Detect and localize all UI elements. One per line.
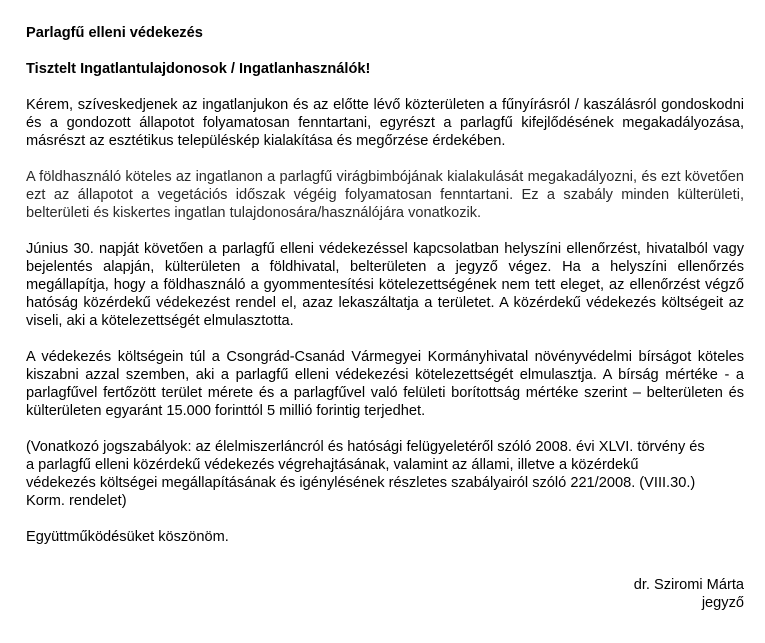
paragraph-mowing-request: Kérem, szíveskedjenek az ingatlanjukon és az előtte lévő közterületen a fűnyírásról / kaszálásról gondoskodni és a gondozott állapotot folyamatosan fenntartani, egyrészt a parlagfű kifejlődésének megakadályozása, másrészt az esztétikus településkép kialakítása és megőrzése érdekében. [26,97,744,149]
signature-name: dr. Sziromi Márta [633,577,744,593]
paragraph-land-user-obligation: A földhasználó köteles az ingatlanon a parlagfű virágbimbójának kialakulását megakadályozni, és ezt követően ezt az állapotot a vegetációs időszak végéig folyamatosan fenntartani. Ez a szabály minden külterületi, belterületi és kiskertes ingatlan tulajdonosára/használójára vonatkozik. [26,169,744,221]
signature-block [634,576,744,612]
signature-role: jegyző [701,595,744,611]
salutation: Tisztelt Ingatlantulajdonosok / Ingatlanhasználók! [26,61,371,77]
legal-reference: (Vonatkozó jogszabályok: az élelmiszerláncról és hatósági felügyeletéről szóló 2008. évi XLVI. törvény és a parlagfű elleni közérdekű védekezés végrehajtásának, valamint az állami, illetve a közérdekű védekezés költségei megállapításának és igénylésének részletes szabályairól szóló 221/2008. (VIII.30.) Korm. rendelet) [26,439,705,509]
paragraph-inspection: Június 30. napját követően a parlagfű elleni védekezéssel kapcsolatban helyszíni ellenőrzést, hivatalból vagy bejelentés alapján, külterületen a földhivatal, belterületen a jegyző végez. Ha a helyszíni ellenőrzés megállapítja, hogy a földhasználó a gyommentesítési kötelezettségének nem tett eleget, az ellenőrzést végző hatóság közérdekű védekezést rendel el, azaz lekaszáltatja a területet. A közérdekű védekezés költségeit az viseli, aki a kötelezettségét elmulasztotta. [26,241,744,329]
paragraph-fine: A védekezés költségein túl a Csongrád-Csanád Vármegyei Kormányhivatal növényvédelmi bírságot köteles kiszabni azzal szemben, aki a parlagfű elleni védekezési kötelezettségét elmulasztja. A bírság mértéke - a parlagfűvel fertőzött terület mérete és a parlagfűvel való felületi borítottság mértéke szerint – belterületen és külterületen egyaránt 15.000 forinttól 5 millió forintig terjedhet. [26,349,744,419]
closing-line: Együttműködésüket köszönöm. [26,529,229,545]
document-title: Parlagfű elleni védekezés [26,25,203,41]
notice-document [26,24,744,546]
